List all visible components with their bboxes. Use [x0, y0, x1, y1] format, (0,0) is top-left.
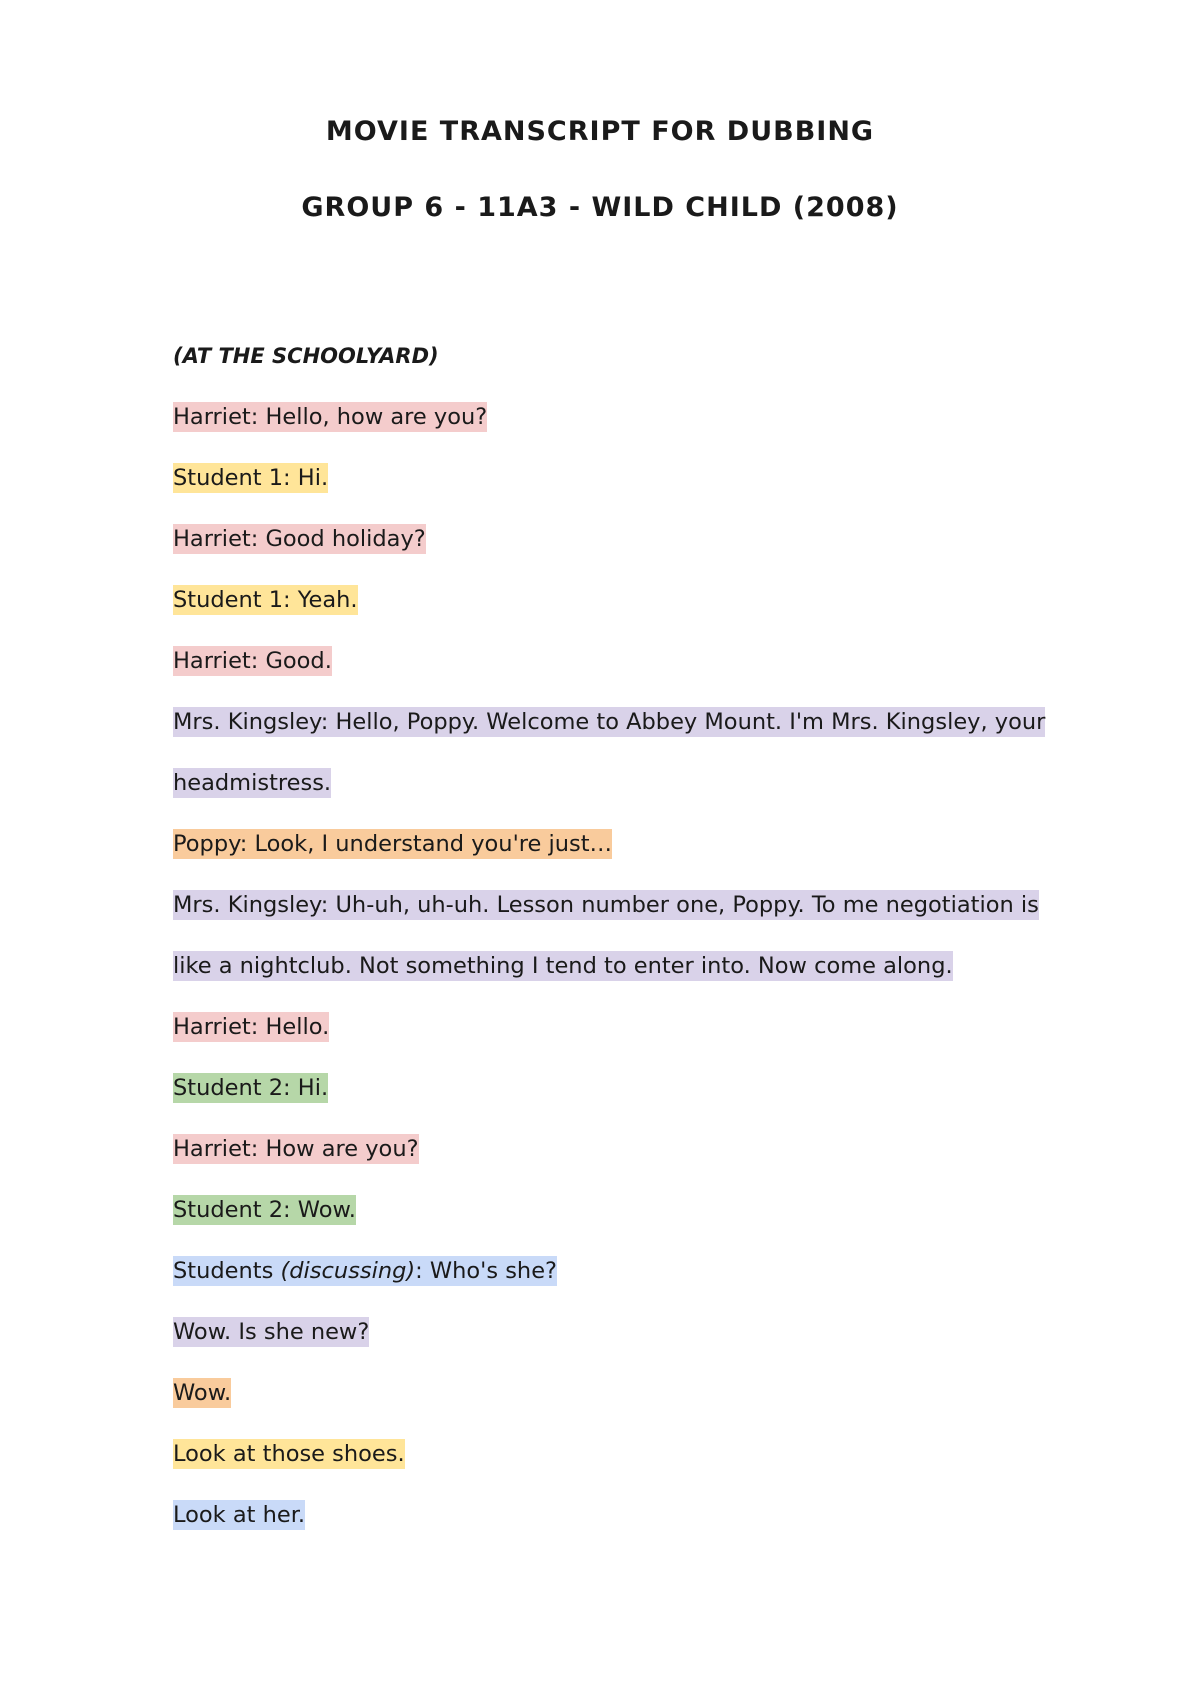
speaker-students: Students	[173, 1258, 281, 1284]
transcript-line	[173, 509, 1093, 570]
transcript-line	[173, 936, 1093, 997]
dialogue-student: Look at those shoes.	[173, 1441, 405, 1467]
transcript-line	[173, 1485, 1093, 1546]
dialogue-harriet: Harriet: Good.	[173, 648, 332, 674]
transcript-line	[173, 1180, 1093, 1241]
dialogue-mrs-kingsley: Mrs. Kingsley: Hello, Poppy. Welcome to Abbey Mount. I'm Mrs. Kingsley, your	[173, 709, 1046, 735]
transcript-line	[173, 875, 1093, 936]
dialogue-student-2: Student 2: Wow.	[173, 1197, 356, 1223]
dialogue-harriet: Harriet: Good holiday?	[173, 526, 426, 552]
transcript-line	[173, 1241, 1093, 1302]
scene-heading-line	[173, 326, 1093, 387]
dialogue-mrs-kingsley: like a nightclub. Not something I tend to enter into. Now come along.	[173, 953, 953, 979]
dialogue-poppy: Poppy: Look, I understand you're just…	[173, 831, 613, 857]
dialogue-student: Wow. Is she new?	[173, 1319, 370, 1345]
transcript-line	[173, 814, 1093, 875]
transcript-line	[173, 631, 1093, 692]
dialogue-student-1: Student 1: Yeah.	[173, 587, 358, 613]
dialogue-student-1: Student 1: Hi.	[173, 465, 329, 491]
transcript-line	[173, 753, 1093, 814]
document-title: MOVIE TRANSCRIPT FOR DUBBING	[325, 116, 875, 147]
scene-heading: (AT THE SCHOOLYARD)	[173, 344, 439, 368]
document-subtitle: GROUP 6 - 11A3 - WILD CHILD (2008)	[301, 192, 899, 223]
transcript-line	[173, 1119, 1093, 1180]
transcript-lines	[173, 326, 1093, 1546]
dialogue-student: Wow.	[173, 1380, 232, 1406]
transcript-line	[173, 570, 1093, 631]
stage-direction: (discussing)	[280, 1258, 416, 1284]
dialogue-harriet: Harriet: Hello, how are you?	[173, 404, 488, 430]
dialogue-student: Look at her.	[173, 1502, 306, 1528]
dialogue-text: : Who's she?	[415, 1258, 557, 1284]
dialogue-harriet: Harriet: How are you?	[173, 1136, 419, 1162]
transcript-line	[173, 387, 1093, 448]
transcript-line	[173, 448, 1093, 509]
dialogue-mrs-kingsley: headmistress.	[173, 770, 332, 796]
transcript-line	[173, 1363, 1093, 1424]
transcript-line	[173, 1058, 1093, 1119]
dialogue-mrs-kingsley: Mrs. Kingsley: Uh-uh, uh-uh. Lesson number one, Poppy. To me negotiation is	[173, 892, 1039, 918]
dialogue-harriet: Harriet: Hello.	[173, 1014, 330, 1040]
transcript-line	[173, 997, 1093, 1058]
transcript-line	[173, 1424, 1093, 1485]
dialogue-students	[173, 1256, 557, 1286]
transcript-line	[173, 692, 1093, 753]
dialogue-student-2: Student 2: Hi.	[173, 1075, 329, 1101]
transcript-line	[173, 1302, 1093, 1363]
